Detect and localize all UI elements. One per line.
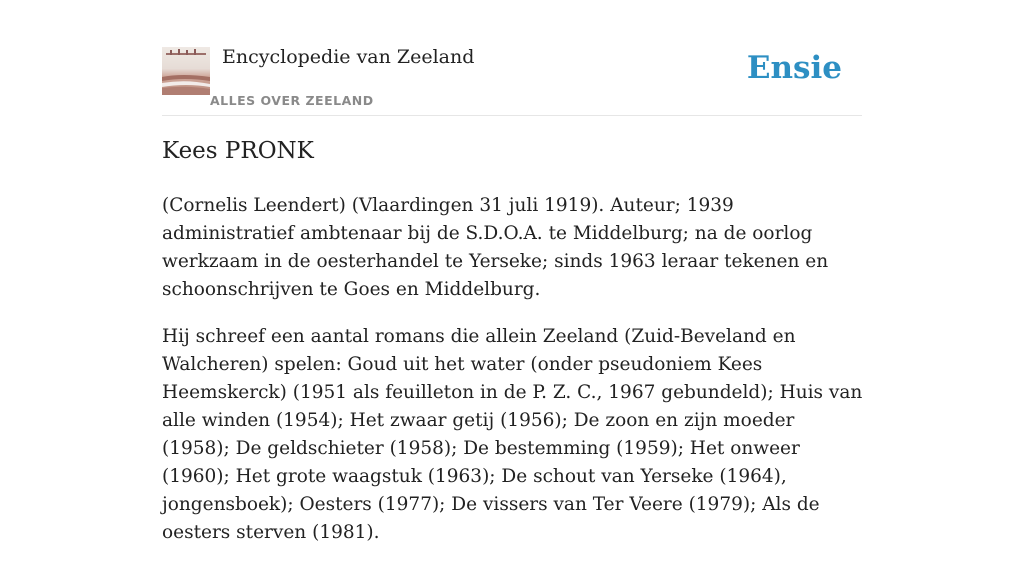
entry-paragraph: Hij schreef een aantal romans die allein Zeeland (Zuid-Beveland en Walcheren) spelen: Goud uit het water (onder pseudoniem Kees Heemskerck) (1951 als feuilleton in de P. Z. C., 1967 gebundeld); Huis van alle winden (1954); Het zwaar getij (1956); De zoon en zijn moeder (1958); De geldschieter (1958); De bestemming (1959); Het onweer (1960); Het grote waagstuk (1963); De schout van Yerseke (1964), jongensboek); Oesters (1977); De vissers van Ter Veere (1979); Als de oesters sterven (1981). xyxy=(162,326,863,543)
page-title: Kees PRONK xyxy=(162,138,314,164)
ensie-logo-link[interactable]: Ensie xyxy=(746,50,842,86)
site-logo-photo xyxy=(162,47,210,95)
site-title[interactable]: Encyclopedie van Zeeland xyxy=(222,46,475,68)
site-header xyxy=(162,40,862,116)
site-tagline: ALLES OVER ZEELAND xyxy=(210,93,374,108)
entry-paragraph: (Cornelis Leendert) (Vlaardingen 31 juli 1919). Auteur; 1939 administratief ambtenaar bij de S.D.O.A. te Middelburg; na de oorlog werkzaam in de oesterhandel te Yerseke; sinds 1963 leraar tekenen en schoonschrijven te Goes en Middelburg. xyxy=(162,195,829,300)
site-logo-image[interactable] xyxy=(162,47,210,95)
entry-content xyxy=(162,192,866,566)
